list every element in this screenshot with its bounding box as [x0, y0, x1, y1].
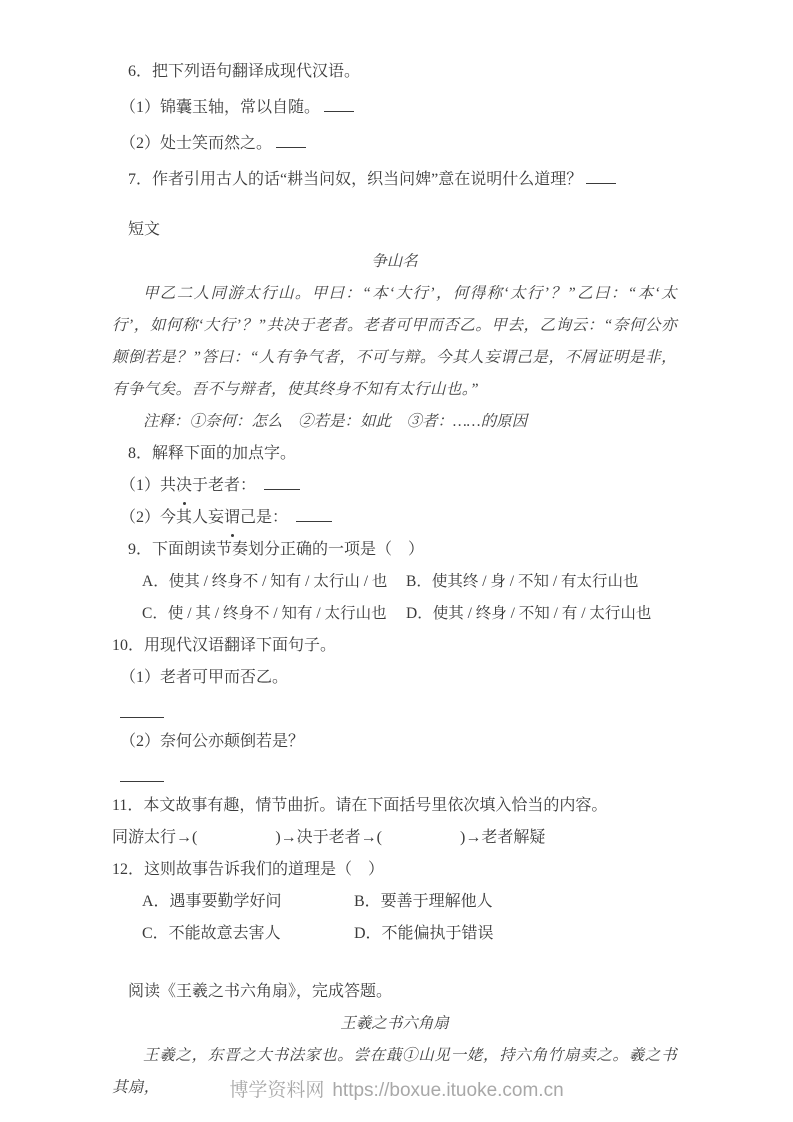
- question-6-stem: 6．把下列语句翻译成现代汉语。: [128, 63, 361, 80]
- passage-2-instruction: 阅读《王羲之书六角扇》，完成答题。: [128, 983, 393, 1000]
- question-10-block: [112, 630, 677, 790]
- question-8-item-1: [112, 470, 677, 502]
- footer-site-name: 博学资料网: [229, 1080, 325, 1101]
- passage-1-block: [112, 214, 677, 438]
- item-text-post: 己是：: [240, 509, 289, 526]
- passage-1-body: 甲乙二人同游太行山。甲曰：“本‘大行’，何得称‘太行’？”乙曰：“本‘太行’，如何称‘大行’？”共决于老者。老者可甲而否乙。甲去，乙询云：“奈何公亦颠倒若是？”答曰：“人有争气者，不可与辩。今其人妄谓己是，不屑证明是非，有争气矣。吾不与辩者，使其终身不知有太行山也。”: [112, 285, 677, 398]
- question-6-item-1-text: （1）锦囊玉轴，常以自随。: [120, 99, 321, 116]
- question-6-item-1: [112, 90, 677, 126]
- answer-line: [120, 758, 164, 782]
- question-10-item-2: （2）奈何公亦颠倒若是？: [120, 733, 305, 750]
- question-10-item-1: （1）老者可甲而否乙。: [120, 669, 289, 686]
- question-6-item-2: [112, 126, 677, 162]
- answer-blank: [276, 134, 306, 148]
- item-text-post: 于老者：: [192, 477, 257, 494]
- question-8-stem: 8．解释下面的加点字。: [128, 445, 297, 462]
- page-footer: [0, 1075, 793, 1102]
- dotted-character: 决: [176, 470, 192, 502]
- question-12-options-row-1: [112, 886, 677, 918]
- answer-blank: [264, 476, 300, 490]
- item-text-pre: （2）今其人妄: [120, 509, 225, 526]
- footer-url: https://boxue.ituoke.com.cn: [332, 1080, 564, 1101]
- passage-2-body: 王羲之，东晋之大书法家也。尝在蕺①山见一姥，持六角竹扇卖之。羲之书其扇，: [112, 1047, 677, 1096]
- flow-segment: 同游太行→(: [112, 829, 198, 846]
- option-c: C．使 / 其 / 终身不 / 知有 / 太行山也: [142, 605, 387, 622]
- option-c: C．不能故意去害人: [142, 925, 281, 942]
- question-6-item-2-text: （2）处士笑而然之。: [120, 135, 273, 152]
- passage-1-title: 争山名: [371, 253, 418, 270]
- option-d: D．不能偏执于错误: [354, 925, 494, 942]
- item-text-pre: （1）共: [120, 477, 177, 494]
- question-9-block: [112, 534, 677, 630]
- question-10-stem: 10．用现代汉语翻译下面句子。: [112, 637, 337, 654]
- question-7-text: 7．作者引用古人的话“耕当问奴，织当问婢”意在说明什么道理？: [128, 171, 583, 188]
- option-b: B．使其终 / 身 / 不知 / 有太行山也: [406, 573, 639, 590]
- answer-blank: [296, 508, 332, 522]
- question-9-stem: 9．下面朗读节奏划分正确的一项是（ ）: [128, 541, 425, 558]
- question-12-options-row-2: [112, 918, 677, 950]
- question-9-options-row-1: [112, 566, 677, 598]
- option-a: A．使其 / 终身不 / 知有 / 太行山 / 也: [142, 573, 388, 590]
- question-12-stem: 12．这则故事告诉我们的道理是（ ）: [112, 861, 385, 878]
- question-8-item-2: [112, 502, 677, 534]
- passage-2-title: 王羲之书六角扇: [340, 1015, 449, 1032]
- question-6-block: [112, 54, 677, 198]
- question-12-block: [112, 854, 677, 950]
- question-9-options-row-2: [112, 598, 677, 630]
- dotted-character: 谓: [224, 502, 240, 534]
- question-11-stem: 11．本文故事有趣，情节曲折。请在下面括号里依次填入恰当的内容。: [112, 797, 608, 814]
- flow-segment: )→老者解疑: [460, 829, 546, 846]
- answer-blank: [324, 98, 354, 112]
- question-11-flow: [112, 822, 677, 854]
- answer-line: [120, 694, 164, 718]
- answer-line-row: [112, 694, 677, 726]
- answer-line-row: [112, 758, 677, 790]
- question-11-block: [112, 790, 677, 854]
- passage-1-notes: 注释：①奈何：怎么 ②若是：如此 ③者：……的原因: [143, 413, 528, 430]
- question-8-block: [112, 438, 677, 534]
- question-7-stem: [112, 162, 677, 198]
- option-d: D．使其 / 终身 / 不知 / 有 / 太行山也: [406, 605, 652, 622]
- passage-label: 短文: [128, 221, 161, 238]
- option-b: B．要善于理解他人: [354, 893, 493, 910]
- option-a: A．遇事要勤学好问: [142, 893, 282, 910]
- answer-blank: [586, 170, 616, 184]
- flow-segment: )→决于老者→(: [275, 829, 383, 846]
